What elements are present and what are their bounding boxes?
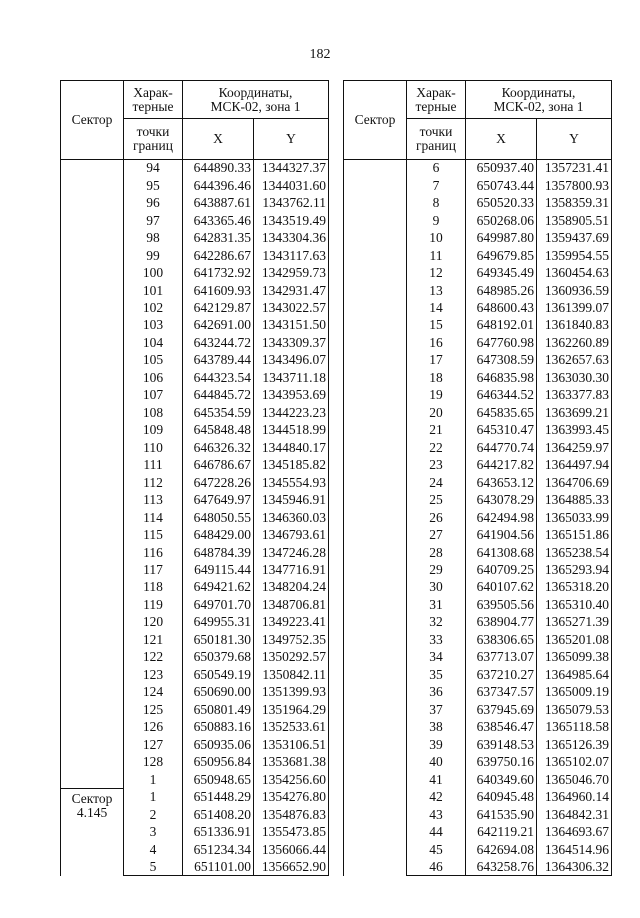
x-coordinate-cell: 642119.21	[466, 823, 537, 840]
point-number-cell: 16	[407, 334, 466, 351]
y-coordinate-cell: 1359437.69	[537, 229, 612, 246]
y-coordinate-cell: 1365079.53	[537, 701, 612, 718]
y-coordinate-cell: 1362657.63	[537, 352, 612, 369]
point-number-cell: 106	[124, 369, 183, 386]
y-coordinate-cell: 1353681.38	[254, 753, 329, 770]
x-coordinate-cell: 641609.93	[183, 282, 254, 299]
point-number-cell: 45	[407, 841, 466, 858]
x-coordinate-cell: 640945.48	[466, 788, 537, 805]
y-coordinate-cell: 1358359.31	[537, 194, 612, 211]
y-coordinate-cell: 1344518.99	[254, 422, 329, 439]
y-coordinate-cell: 1343117.63	[254, 247, 329, 264]
x-coordinate-cell: 637945.69	[466, 701, 537, 718]
point-number-cell: 28	[407, 544, 466, 561]
sector-cell	[61, 788, 124, 875]
x-coordinate-cell: 640349.60	[466, 771, 537, 788]
point-number-cell: 8	[407, 194, 466, 211]
points-header-bottom	[407, 119, 466, 160]
point-number-cell: 99	[124, 247, 183, 264]
y-coordinate-cell: 1364259.97	[537, 439, 612, 456]
coords-header	[466, 81, 612, 119]
point-number-cell: 15	[407, 317, 466, 334]
page-number: 182	[309, 47, 331, 62]
table-row	[344, 160, 612, 177]
point-number-cell: 113	[124, 491, 183, 508]
x-coordinate-cell: 646344.52	[466, 387, 537, 404]
point-number-cell: 119	[124, 596, 183, 613]
y-coordinate-cell: 1362260.89	[537, 334, 612, 351]
x-coordinate-cell: 637347.57	[466, 684, 537, 701]
point-number-cell: 30	[407, 579, 466, 596]
points-header-line: терные	[415, 98, 457, 114]
point-number-cell: 20	[407, 404, 466, 421]
sector-cell	[61, 160, 124, 789]
y-coordinate-cell: 1342931.47	[254, 282, 329, 299]
y-coordinate-cell: 1343496.07	[254, 352, 329, 369]
x-coordinate-cell: 643258.76	[466, 858, 537, 875]
point-number-cell: 29	[407, 561, 466, 578]
y-coordinate-cell: 1354876.83	[254, 806, 329, 823]
y-coordinate-cell: 1365318.20	[537, 579, 612, 596]
x-coordinate-cell: 638306.65	[466, 631, 537, 648]
y-coordinate-cell: 1343022.57	[254, 299, 329, 316]
x-coordinate-cell: 644845.72	[183, 387, 254, 404]
x-coordinate-cell: 647308.59	[466, 352, 537, 369]
x-coordinate-cell: 647649.97	[183, 491, 254, 508]
sector-header-label: Сектор	[354, 112, 396, 127]
x-coordinate-cell: 647228.26	[183, 474, 254, 491]
y-coordinate-cell: 1343711.18	[254, 369, 329, 386]
y-coordinate-cell: 1364306.32	[537, 858, 612, 875]
y-coordinate-cell: 1347716.91	[254, 561, 329, 578]
table-row	[61, 160, 329, 177]
x-coordinate-cell: 648429.00	[183, 526, 254, 543]
point-number-cell: 34	[407, 649, 466, 666]
x-coordinate-cell: 649955.31	[183, 614, 254, 631]
point-number-cell: 124	[124, 684, 183, 701]
point-number-cell: 6	[407, 160, 466, 177]
point-number-cell: 33	[407, 631, 466, 648]
point-number-cell: 103	[124, 317, 183, 334]
point-number-cell: 44	[407, 823, 466, 840]
x-coordinate-cell: 644890.33	[183, 160, 254, 177]
y-coordinate-cell: 1365118.58	[537, 719, 612, 736]
x-coordinate-cell: 649987.80	[466, 229, 537, 246]
y-coordinate-cell: 1364706.69	[537, 474, 612, 491]
x-coordinate-cell: 641904.56	[466, 526, 537, 543]
point-number-cell: 94	[124, 160, 183, 177]
point-number-cell: 23	[407, 456, 466, 473]
y-coordinate-cell: 1364514.96	[537, 841, 612, 858]
point-number-cell: 22	[407, 439, 466, 456]
y-coordinate-cell: 1345946.91	[254, 491, 329, 508]
x-coordinate-cell: 646326.32	[183, 439, 254, 456]
point-number-cell: 10	[407, 229, 466, 246]
y-coordinate-cell: 1360454.63	[537, 264, 612, 281]
y-coordinate-cell: 1344327.37	[254, 160, 329, 177]
x-coordinate-cell: 646835.98	[466, 369, 537, 386]
x-coordinate-cell: 651101.00	[183, 858, 254, 875]
point-number-cell: 2	[124, 806, 183, 823]
x-coordinate-cell: 649421.62	[183, 579, 254, 596]
points-header-line: Харак-	[416, 84, 456, 100]
point-number-cell: 112	[124, 474, 183, 491]
point-number-cell: 39	[407, 736, 466, 753]
y-coordinate-cell: 1345185.82	[254, 456, 329, 473]
point-number-cell: 127	[124, 736, 183, 753]
x-coordinate-cell: 644217.82	[466, 456, 537, 473]
x-coordinate-cell: 649345.49	[466, 264, 537, 281]
y-coordinate-cell: 1351399.93	[254, 684, 329, 701]
coords-header-line: Координаты,	[501, 84, 576, 100]
point-number-cell: 116	[124, 544, 183, 561]
x-coordinate-cell: 650690.00	[183, 684, 254, 701]
x-coordinate-cell: 645354.59	[183, 404, 254, 421]
x-coordinate-cell: 638546.47	[466, 719, 537, 736]
x-coordinate-cell: 637210.27	[466, 666, 537, 683]
y-coordinate-cell: 1364693.67	[537, 823, 612, 840]
y-coordinate-cell: 1343309.37	[254, 334, 329, 351]
point-number-cell: 25	[407, 491, 466, 508]
point-number-cell: 102	[124, 299, 183, 316]
y-coordinate-cell: 1363030.30	[537, 369, 612, 386]
y-coordinate-cell: 1348706.81	[254, 596, 329, 613]
x-coordinate-cell: 650883.16	[183, 719, 254, 736]
point-number-cell: 11	[407, 247, 466, 264]
point-number-cell: 1	[124, 788, 183, 805]
point-number-cell: 40	[407, 753, 466, 770]
x-coordinate-cell: 649115.44	[183, 561, 254, 578]
point-number-cell: 42	[407, 788, 466, 805]
point-number-cell: 100	[124, 264, 183, 281]
y-coordinate-cell: 1356652.90	[254, 858, 329, 875]
y-coordinate-cell: 1365009.19	[537, 684, 612, 701]
point-number-cell: 5	[124, 858, 183, 875]
x-coordinate-cell: 639148.53	[466, 736, 537, 753]
x-coordinate-cell: 644396.46	[183, 177, 254, 194]
y-coordinate-cell: 1344031.60	[254, 177, 329, 194]
y-coordinate-cell: 1343762.11	[254, 194, 329, 211]
point-number-cell: 115	[124, 526, 183, 543]
x-coordinate-cell: 650956.84	[183, 753, 254, 770]
coords-header	[183, 81, 329, 119]
y-coordinate-cell: 1360936.59	[537, 282, 612, 299]
x-coordinate-cell: 650801.49	[183, 701, 254, 718]
point-number-cell: 27	[407, 526, 466, 543]
x-coordinate-cell: 650549.19	[183, 666, 254, 683]
point-number-cell: 120	[124, 614, 183, 631]
x-coordinate-cell: 649701.70	[183, 596, 254, 613]
y-coordinate-cell: 1347246.28	[254, 544, 329, 561]
y-coordinate-cell: 1354276.80	[254, 788, 329, 805]
y-coordinate-cell: 1364497.94	[537, 456, 612, 473]
point-number-cell: 117	[124, 561, 183, 578]
y-coordinate-cell: 1352533.61	[254, 719, 329, 736]
x-coordinate-cell: 642694.08	[466, 841, 537, 858]
x-coordinate-cell: 650379.68	[183, 649, 254, 666]
x-header: X	[466, 119, 537, 160]
x-coordinate-cell: 641732.92	[183, 264, 254, 281]
point-number-cell: 110	[124, 439, 183, 456]
point-number-cell: 32	[407, 614, 466, 631]
x-coordinate-cell: 651336.91	[183, 823, 254, 840]
y-coordinate-cell: 1364985.64	[537, 666, 612, 683]
sector-label: Сектор	[71, 790, 113, 806]
y-coordinate-cell: 1349223.41	[254, 614, 329, 631]
x-coordinate-cell: 643365.46	[183, 212, 254, 229]
points-header-line: терные	[132, 98, 174, 114]
x-coordinate-cell: 643653.12	[466, 474, 537, 491]
point-number-cell: 14	[407, 299, 466, 316]
y-coordinate-cell: 1354256.60	[254, 771, 329, 788]
point-number-cell: 108	[124, 404, 183, 421]
point-number-cell: 107	[124, 387, 183, 404]
x-coordinate-cell: 650520.33	[466, 194, 537, 211]
y-coordinate-cell: 1365033.99	[537, 509, 612, 526]
x-coordinate-cell: 646786.67	[183, 456, 254, 473]
y-coordinate-cell: 1358905.51	[537, 212, 612, 229]
y-coordinate-cell: 1357231.41	[537, 160, 612, 177]
x-coordinate-cell: 648600.43	[466, 299, 537, 316]
point-number-cell: 126	[124, 719, 183, 736]
point-number-cell: 41	[407, 771, 466, 788]
coords-header-line: МСК-02, зона 1	[493, 98, 584, 114]
point-number-cell: 98	[124, 229, 183, 246]
y-coordinate-cell: 1343953.69	[254, 387, 329, 404]
coords-header-line: МСК-02, зона 1	[210, 98, 301, 114]
sector-cell	[344, 160, 407, 876]
y-coordinate-cell: 1361399.07	[537, 299, 612, 316]
point-number-cell: 38	[407, 719, 466, 736]
x-coordinate-cell: 643887.61	[183, 194, 254, 211]
x-coordinate-cell: 648192.01	[466, 317, 537, 334]
y-coordinate-cell: 1357800.93	[537, 177, 612, 194]
point-number-cell: 123	[124, 666, 183, 683]
point-number-cell: 9	[407, 212, 466, 229]
x-coordinate-cell: 639505.56	[466, 596, 537, 613]
point-number-cell: 36	[407, 684, 466, 701]
x-coordinate-cell: 642831.35	[183, 229, 254, 246]
point-number-cell: 114	[124, 509, 183, 526]
points-header-line: точки	[419, 124, 453, 139]
y-coordinate-cell: 1346360.03	[254, 509, 329, 526]
x-coordinate-cell: 648784.39	[183, 544, 254, 561]
point-number-cell: 13	[407, 282, 466, 299]
x-coordinate-cell: 651448.29	[183, 788, 254, 805]
y-coordinate-cell: 1361840.83	[537, 317, 612, 334]
x-coordinate-cell: 642691.00	[183, 317, 254, 334]
y-coordinate-cell: 1343519.49	[254, 212, 329, 229]
points-header-line: границ	[133, 138, 173, 153]
point-number-cell: 125	[124, 701, 183, 718]
y-coordinate-cell: 1342959.73	[254, 264, 329, 281]
y-coordinate-cell: 1365046.70	[537, 771, 612, 788]
y-coordinate-cell: 1365293.94	[537, 561, 612, 578]
points-header-line: Харак-	[133, 84, 173, 100]
y-coordinate-cell: 1359954.55	[537, 247, 612, 264]
point-number-cell: 31	[407, 596, 466, 613]
y-coordinate-cell: 1365102.07	[537, 753, 612, 770]
points-header-line: точки	[136, 124, 170, 139]
point-number-cell: 21	[407, 422, 466, 439]
point-number-cell: 111	[124, 456, 183, 473]
x-coordinate-cell: 640107.62	[466, 579, 537, 596]
point-number-cell: 26	[407, 509, 466, 526]
y-coordinate-cell: 1350292.57	[254, 649, 329, 666]
points-header-top	[124, 81, 183, 119]
y-coordinate-cell: 1363377.83	[537, 387, 612, 404]
x-coordinate-cell: 647760.98	[466, 334, 537, 351]
x-coordinate-cell: 637713.07	[466, 649, 537, 666]
y-header: Y	[254, 119, 329, 160]
x-header: X	[183, 119, 254, 160]
point-number-cell: 1	[124, 771, 183, 788]
y-coordinate-cell: 1353106.51	[254, 736, 329, 753]
x-coordinate-cell: 645310.47	[466, 422, 537, 439]
x-coordinate-cell: 650948.65	[183, 771, 254, 788]
y-coordinate-cell: 1343151.50	[254, 317, 329, 334]
points-header-line: границ	[416, 138, 456, 153]
point-number-cell: 95	[124, 177, 183, 194]
y-coordinate-cell: 1355473.85	[254, 823, 329, 840]
x-coordinate-cell: 650935.06	[183, 736, 254, 753]
x-coordinate-cell: 642494.98	[466, 509, 537, 526]
point-number-cell: 122	[124, 649, 183, 666]
y-coordinate-cell: 1365238.54	[537, 544, 612, 561]
x-coordinate-cell: 644323.54	[183, 369, 254, 386]
y-coordinate-cell: 1365310.40	[537, 596, 612, 613]
point-number-cell: 128	[124, 753, 183, 770]
y-coordinate-cell: 1364960.14	[537, 788, 612, 805]
x-coordinate-cell: 649679.85	[466, 247, 537, 264]
y-coordinate-cell: 1350842.11	[254, 666, 329, 683]
y-header: Y	[537, 119, 612, 160]
y-coordinate-cell: 1365126.39	[537, 736, 612, 753]
y-coordinate-cell: 1365099.38	[537, 649, 612, 666]
coordinates-table-right	[343, 80, 612, 876]
x-coordinate-cell: 643244.72	[183, 334, 254, 351]
point-number-cell: 43	[407, 806, 466, 823]
y-coordinate-cell: 1351964.29	[254, 701, 329, 718]
y-coordinate-cell: 1344223.23	[254, 404, 329, 421]
point-number-cell: 12	[407, 264, 466, 281]
y-coordinate-cell: 1344840.17	[254, 439, 329, 456]
point-number-cell: 24	[407, 474, 466, 491]
point-number-cell: 35	[407, 666, 466, 683]
x-coordinate-cell: 651234.34	[183, 841, 254, 858]
points-header-bottom	[124, 119, 183, 160]
point-number-cell: 104	[124, 334, 183, 351]
x-coordinate-cell: 642129.87	[183, 299, 254, 316]
x-coordinate-cell: 650181.30	[183, 631, 254, 648]
y-coordinate-cell: 1365271.39	[537, 614, 612, 631]
x-coordinate-cell: 648050.55	[183, 509, 254, 526]
x-coordinate-cell: 651408.20	[183, 806, 254, 823]
point-number-cell: 101	[124, 282, 183, 299]
point-number-cell: 97	[124, 212, 183, 229]
x-coordinate-cell: 644770.74	[466, 439, 537, 456]
x-coordinate-cell: 641308.68	[466, 544, 537, 561]
x-coordinate-cell: 650743.44	[466, 177, 537, 194]
coords-header-line: Координаты,	[218, 84, 293, 100]
points-header-top	[407, 81, 466, 119]
sector-header-label: Сектор	[71, 112, 113, 127]
point-number-cell: 18	[407, 369, 466, 386]
y-coordinate-cell: 1364885.33	[537, 491, 612, 508]
y-coordinate-cell: 1363699.21	[537, 404, 612, 421]
coordinates-table-left	[60, 80, 329, 876]
x-coordinate-cell: 645835.65	[466, 404, 537, 421]
x-coordinate-cell: 650937.40	[466, 160, 537, 177]
y-coordinate-cell: 1365151.86	[537, 526, 612, 543]
x-coordinate-cell: 639750.16	[466, 753, 537, 770]
point-number-cell: 96	[124, 194, 183, 211]
y-coordinate-cell: 1364842.31	[537, 806, 612, 823]
x-coordinate-cell: 645848.48	[183, 422, 254, 439]
point-number-cell: 105	[124, 352, 183, 369]
point-number-cell: 46	[407, 858, 466, 875]
point-number-cell: 3	[124, 823, 183, 840]
y-coordinate-cell: 1345554.93	[254, 474, 329, 491]
point-number-cell: 19	[407, 387, 466, 404]
x-coordinate-cell: 641535.90	[466, 806, 537, 823]
y-coordinate-cell: 1346793.61	[254, 526, 329, 543]
y-coordinate-cell: 1349752.35	[254, 631, 329, 648]
point-number-cell: 7	[407, 177, 466, 194]
x-coordinate-cell: 638904.77	[466, 614, 537, 631]
x-coordinate-cell: 643789.44	[183, 352, 254, 369]
x-coordinate-cell: 642286.67	[183, 247, 254, 264]
point-number-cell: 118	[124, 579, 183, 596]
y-coordinate-cell: 1348204.24	[254, 579, 329, 596]
point-number-cell: 109	[124, 422, 183, 439]
y-coordinate-cell: 1363993.45	[537, 422, 612, 439]
y-coordinate-cell: 1356066.44	[254, 841, 329, 858]
x-coordinate-cell: 650268.06	[466, 212, 537, 229]
x-coordinate-cell: 648985.26	[466, 282, 537, 299]
y-coordinate-cell: 1343304.36	[254, 229, 329, 246]
point-number-cell: 4	[124, 841, 183, 858]
point-number-cell: 17	[407, 352, 466, 369]
x-coordinate-cell: 640709.25	[466, 561, 537, 578]
x-coordinate-cell: 643078.29	[466, 491, 537, 508]
sector-header	[344, 81, 407, 160]
table-row	[61, 788, 329, 805]
y-coordinate-cell: 1365201.08	[537, 631, 612, 648]
sector-header	[61, 81, 124, 160]
sector-label: 4.145	[76, 804, 108, 820]
point-number-cell: 121	[124, 631, 183, 648]
point-number-cell: 37	[407, 701, 466, 718]
